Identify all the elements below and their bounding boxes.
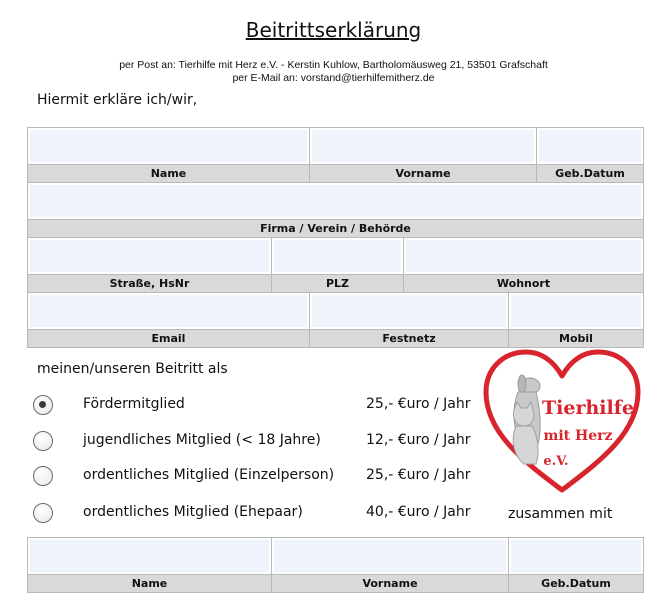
radio-selected-dot bbox=[39, 401, 46, 408]
logo-text-mit-herz: mit Herz bbox=[543, 428, 613, 444]
partner-geb-datum-label: Geb.Datum bbox=[509, 575, 644, 593]
strasse-cell bbox=[28, 238, 272, 275]
option-jugendliches-mitglied[interactable] bbox=[33, 430, 483, 456]
vorname-input[interactable] bbox=[312, 130, 534, 162]
festnetz-label: Festnetz bbox=[310, 330, 509, 348]
option-label: ordentliches Mitglied (Einzelperson) bbox=[83, 467, 335, 483]
vorname-label: Vorname bbox=[310, 165, 537, 183]
partner-geb-datum-input[interactable] bbox=[511, 540, 641, 572]
wohnort-cell bbox=[404, 238, 644, 275]
option-price: 40,- €uro / Jahr bbox=[366, 504, 471, 520]
partner-name-cell bbox=[28, 538, 272, 575]
option-label: ordentliches Mitglied (Ehepaar) bbox=[83, 504, 303, 520]
option-foerdermitglied[interactable] bbox=[33, 394, 483, 420]
vorname-cell bbox=[310, 128, 537, 165]
membership-heading: meinen/unseren Beitritt als bbox=[37, 361, 228, 377]
geb-datum-input[interactable] bbox=[539, 130, 641, 162]
radio-button-einzelperson[interactable] bbox=[33, 466, 53, 486]
option-price: 12,- €uro / Jahr bbox=[366, 432, 471, 448]
mobil-input[interactable] bbox=[511, 295, 641, 327]
option-price: 25,- €uro / Jahr bbox=[366, 467, 471, 483]
logo-text-ev: e.V. bbox=[543, 454, 569, 469]
strasse-label: Straße, HsNr bbox=[28, 275, 272, 293]
email-label: Email bbox=[28, 330, 310, 348]
post-address-line: per Post an: Tierhilfe mit Herz e.V. - Kerstin Kuhlow, Bartholomäusweg 21, 53501 Grafschaft bbox=[119, 59, 548, 71]
name-input[interactable] bbox=[30, 130, 307, 162]
partner-vorname-cell bbox=[272, 538, 509, 575]
plz-cell bbox=[272, 238, 404, 275]
email-address-line: per E-Mail an: vorstand@tierhilfemitherz.de bbox=[232, 72, 435, 84]
name-cell bbox=[28, 128, 310, 165]
mobil-cell bbox=[509, 293, 644, 330]
heart-icon bbox=[486, 352, 638, 490]
together-with-text: zusammen mit bbox=[508, 506, 613, 522]
festnetz-cell bbox=[310, 293, 509, 330]
partner-vorname-input[interactable] bbox=[274, 540, 506, 572]
plz-input[interactable] bbox=[274, 240, 401, 272]
logo-text-tierhilfe: Tierhilfe bbox=[542, 397, 634, 419]
festnetz-input[interactable] bbox=[312, 295, 506, 327]
wohnort-input[interactable] bbox=[406, 240, 641, 272]
radio-button-jugendliches-mitglied[interactable] bbox=[33, 431, 53, 451]
option-einzelperson[interactable] bbox=[33, 465, 483, 491]
firma-cell bbox=[28, 183, 644, 220]
name-label: Name bbox=[28, 165, 310, 183]
firma-label: Firma / Verein / Behörde bbox=[28, 220, 644, 238]
strasse-input[interactable] bbox=[30, 240, 269, 272]
option-label: jugendliches Mitglied (< 18 Jahre) bbox=[83, 432, 321, 448]
firma-input[interactable] bbox=[30, 185, 641, 217]
email-input[interactable] bbox=[30, 295, 307, 327]
email-cell bbox=[28, 293, 310, 330]
option-label: Fördermitglied bbox=[83, 396, 185, 412]
option-ehepaar[interactable] bbox=[33, 502, 483, 528]
geb-datum-label: Geb.Datum bbox=[537, 165, 644, 183]
tierhilfe-logo bbox=[482, 348, 642, 498]
wohnort-label: Wohnort bbox=[404, 275, 644, 293]
intro-text: Hiermit erkläre ich/wir, bbox=[37, 92, 198, 108]
partner-name-label: Name bbox=[28, 575, 272, 593]
page-title: Beitrittserklärung bbox=[245, 18, 422, 42]
plz-label: PLZ bbox=[272, 275, 404, 293]
partner-name-input[interactable] bbox=[30, 540, 269, 572]
option-price: 25,- €uro / Jahr bbox=[366, 396, 471, 412]
radio-button-ehepaar[interactable] bbox=[33, 503, 53, 523]
personal-data-table bbox=[27, 127, 644, 348]
mobil-label: Mobil bbox=[509, 330, 644, 348]
geb-datum-cell bbox=[537, 128, 644, 165]
partner-data-table bbox=[27, 537, 644, 593]
partner-vorname-label: Vorname bbox=[272, 575, 509, 593]
partner-geb-datum-cell bbox=[509, 538, 644, 575]
radio-button-foerdermitglied[interactable] bbox=[33, 395, 53, 415]
